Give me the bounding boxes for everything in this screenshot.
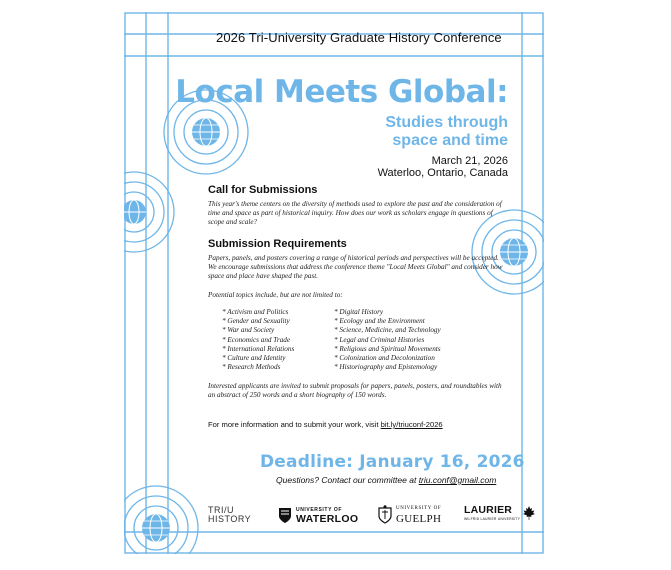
list-item: * Research Methods: [222, 363, 281, 372]
requirements-heading: Submission Requirements: [208, 238, 347, 250]
waterloo-logo-big: WATERLOO: [296, 513, 359, 525]
triu-logo-line1: TRI/U: [208, 505, 234, 515]
list-item: * Science, Medicine, and Technology: [334, 326, 441, 335]
waterloo-logo-small: UNIVERSITY OF: [296, 507, 343, 513]
waterloo-logo: [278, 506, 358, 524]
call-text: This year's theme centers on the diversity of methods used to explore the past and the consideration of time and space as part of historical inquiry. How does our work as scholars engage in questions of scope and scale?: [208, 200, 502, 226]
guelph-crest-icon: [378, 505, 392, 524]
list-item: * Religious and Spiritual Movements: [334, 344, 441, 353]
contact-text: Questions? Contact our committee at: [276, 475, 419, 485]
globe-icon: [124, 172, 174, 252]
laurier-logo-big: LAURIER: [464, 504, 513, 516]
deadline: Deadline: January 16, 2026: [260, 452, 525, 472]
topics-left-list: [222, 308, 294, 372]
topics-right-list: [334, 308, 441, 372]
proposal-text: Interested applicants are invited to submit proposals for papers, panels, posters, and roundtables with an abstract of 250 words and a short biography of 150 words.: [208, 382, 502, 399]
triu-history-logo: [208, 506, 251, 524]
list-item: * Culture and Identity: [222, 354, 286, 363]
list-item: * War and Society: [222, 326, 275, 335]
headline: Local Meets Global:: [175, 74, 508, 110]
submission-link[interactable]: bit.ly/triuconf-2026: [380, 420, 443, 429]
call-heading: Call for Submissions: [208, 184, 318, 196]
globe-icon: [124, 486, 198, 554]
contact: [276, 475, 496, 485]
list-item: * Gender and Sexuality: [222, 317, 290, 326]
guelph-logo-big: GUELPH: [396, 513, 442, 525]
event-location: Waterloo, Ontario, Canada: [377, 167, 508, 179]
list-item: * Digital History: [334, 308, 384, 316]
laurier-logo: [464, 506, 536, 524]
list-item: * International Relations: [222, 344, 295, 353]
maple-leaf-icon: [522, 506, 536, 520]
conference-title: 2026 Tri-University Graduate History Conference: [216, 30, 502, 45]
event-date: March 21, 2026: [431, 155, 508, 167]
subheadline-line2: space and time: [392, 132, 508, 149]
laurier-logo-small: WILFRID LAURIER UNIVERSITY: [464, 517, 521, 521]
more-info: [208, 420, 443, 429]
topics-intro: Potential topics include, but are not limited to:: [208, 291, 343, 299]
list-item: * Ecology and the Environment: [334, 317, 425, 326]
requirements-text: Papers, panels, and posters covering a range of historical periods and perspectives will be accepted. We encourage submissions that address the conference theme "Local Meets Global" and consider how space and place have shaped the past.: [208, 254, 503, 280]
more-info-text: For more information and to submit your work, visit: [208, 420, 381, 429]
list-item: * Economics and Trade: [222, 335, 291, 344]
list-item: * Activism and Politics: [222, 308, 289, 316]
contact-email-link[interactable]: triu.conf@gmail.com: [418, 475, 497, 485]
shield-crest-icon: [278, 507, 292, 524]
triu-logo-line2: HISTORY: [208, 514, 252, 524]
list-item: * Historiography and Epistemology: [334, 363, 438, 372]
poster: [124, 12, 544, 554]
guelph-logo-small: UNIVERSITY OF: [396, 506, 442, 511]
subheadline-line1: Studies through: [385, 114, 508, 131]
list-item: * Colonization and Decolonization: [334, 354, 435, 363]
guelph-logo: [378, 504, 441, 524]
list-item: * Legal and Criminal Histories: [334, 335, 425, 344]
